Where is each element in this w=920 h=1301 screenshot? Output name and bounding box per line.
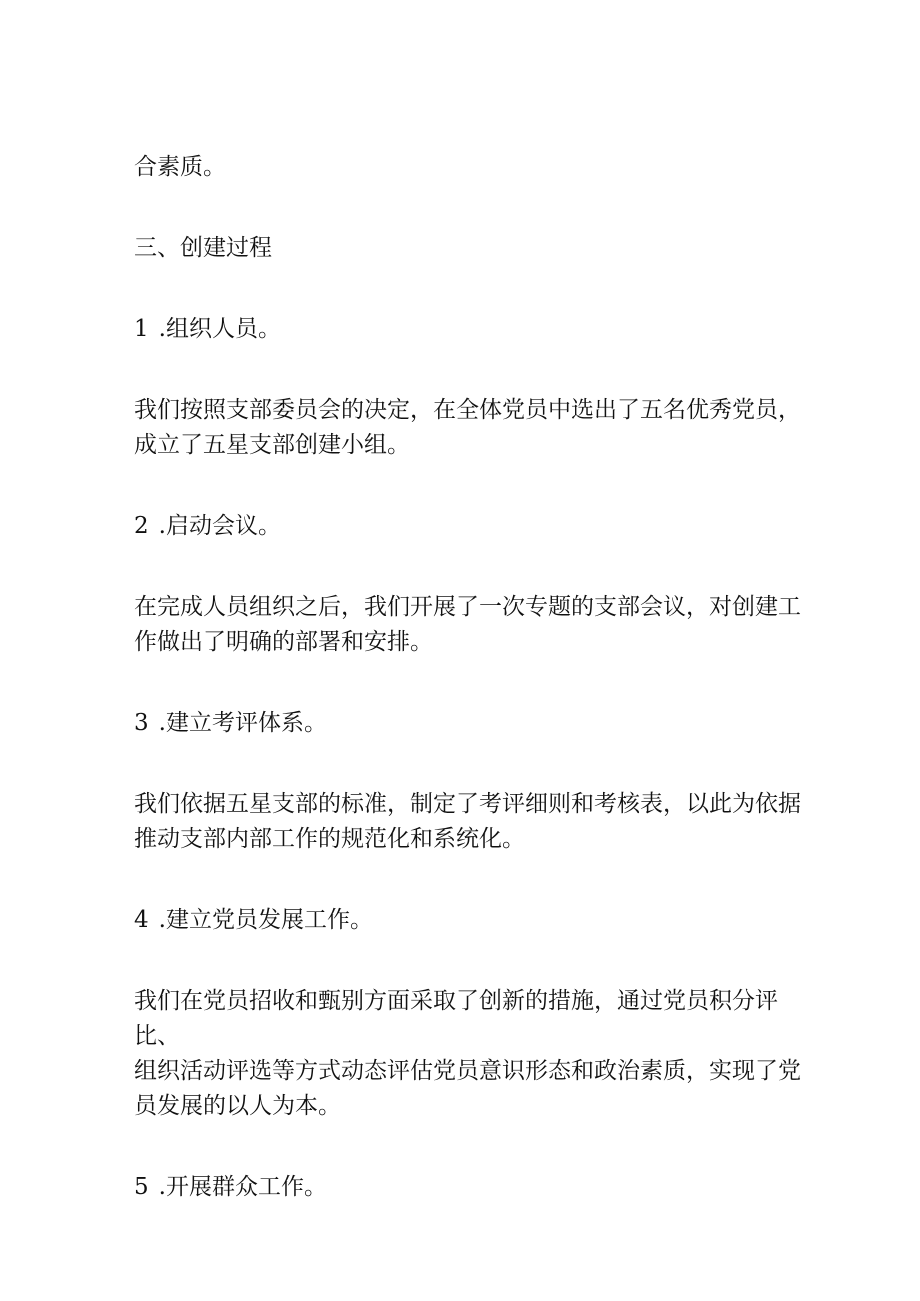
item-body-3 [134, 787, 802, 857]
body-line: 作做出了明确的部署和安排。 [134, 629, 433, 655]
item-number: 3 [134, 710, 149, 736]
body-line: 成立了五星支部创建小组。 [134, 432, 410, 458]
item-heading-4 [134, 903, 802, 938]
document-body [134, 150, 802, 1205]
item-title: .启动会议。 [158, 513, 281, 539]
section-heading: 三、创建过程 [134, 235, 272, 261]
body-line: 组织活动评选等方式动态评估党员意识形态和政治素质，实现了党 [134, 1058, 801, 1084]
item-title: .建立党员发展工作。 [158, 907, 373, 933]
body-line: 在完成人员组织之后，我们开展了一次专题的支部会议，对创建工 [134, 594, 801, 620]
body-line: 员发展的以人为本。 [134, 1093, 341, 1119]
item-heading-2 [134, 509, 802, 544]
continuation-text: 合素质。 [134, 154, 226, 180]
item-heading-5 [134, 1170, 802, 1205]
item-title: .开展群众工作。 [158, 1174, 327, 1200]
item-heading-1 [134, 312, 802, 347]
item-number: 1 [134, 316, 149, 342]
body-line: 我们按照支部委员会的决定，在全体党员中选出了五名优秀党员， [134, 397, 801, 423]
item-title: .建立考评体系。 [158, 710, 327, 736]
item-number: 5 [134, 1174, 149, 1200]
item-number: 2 [134, 513, 149, 539]
body-line: 我们依据五星支部的标准，制定了考评细则和考核表，以此为依据 [134, 791, 801, 817]
item-body-1 [134, 393, 802, 463]
item-number: 4 [134, 907, 149, 933]
body-line: 推动支部内部工作的规范化和系统化。 [134, 826, 525, 852]
item-title: .组织人员。 [158, 316, 281, 342]
item-body-4 [134, 984, 802, 1124]
item-body-2 [134, 590, 802, 660]
item-heading-3 [134, 706, 802, 741]
body-line: 我们在党员招收和甄别方面采取了创新的措施，通过党员积分评比、 [134, 988, 778, 1049]
